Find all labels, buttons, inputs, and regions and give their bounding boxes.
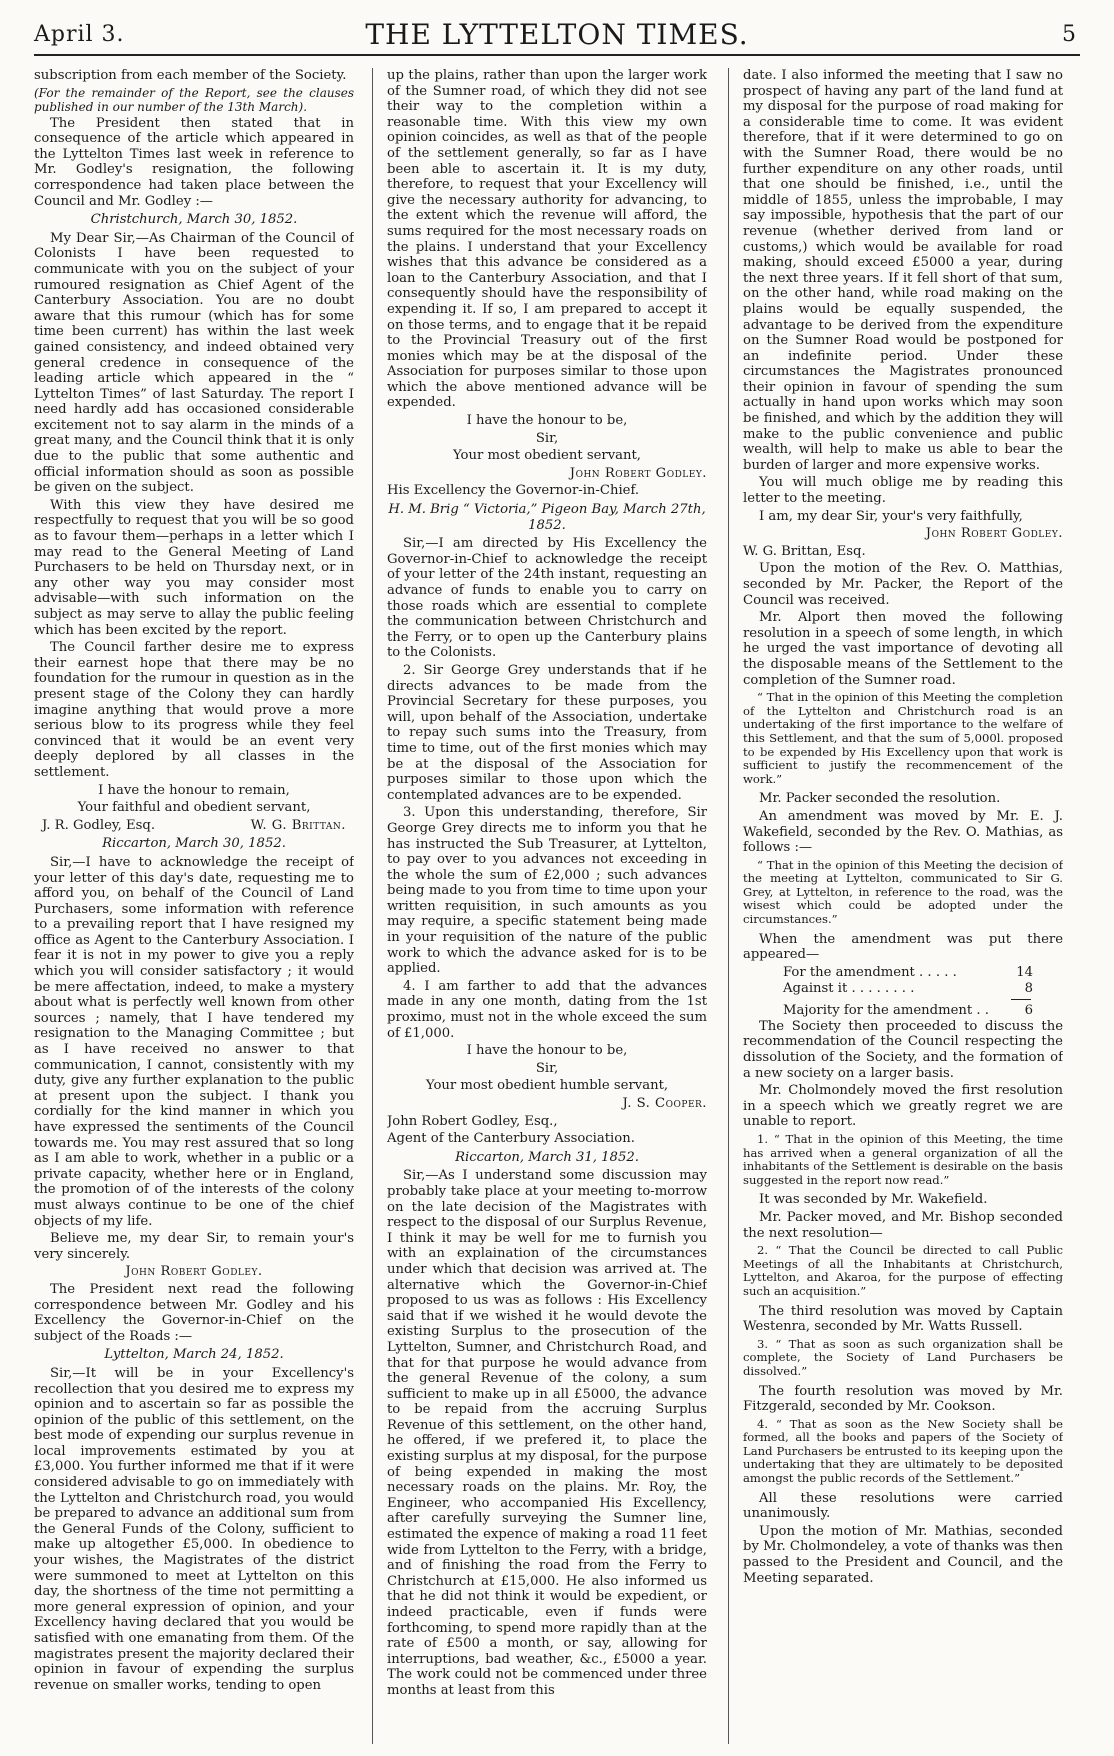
addressee: J. R. Godley, Esq. bbox=[42, 817, 156, 833]
letter-dateline: H. M. Brig “ Victoria,” Pigeon Bay, March 27th, 1852. bbox=[388, 502, 706, 533]
paragraph: It was seconded by Mr. Wakefield. bbox=[759, 1192, 988, 1208]
resolution-quote: 4. “ That as soon as the New Society shall be formed, all the books and papers of the Society of Land Purchasers be entrusted to its keeping upon the undertaking that they are ultimately to be deposited amongst the public records of the Settlement.” bbox=[743, 1416, 1063, 1486]
paragraph: The President next read the following correspondence between Mr. Godley and his Excellency the Governor-in-Chief on the subject of the Roads :— bbox=[34, 1281, 354, 1344]
paragraph: Mr. Packer moved, and Mr. Bishop seconded the next resolution— bbox=[743, 1209, 1063, 1241]
page-number: 5 bbox=[1062, 22, 1076, 47]
vote-value: 8 bbox=[1024, 980, 1033, 996]
letter-body: Sir,—I have to acknowledge the receipt of your letter of this day's date, requesting me to afford you, on behalf of the Council of Land Purchasers, some information with reference to a prevailing report that I have resigned my office as Agent to the Canterbury Association. I fear it is not in my power to give you a reply which you will consider satisfactory ; it would be mere affectation, indeed, to make a mystery about what is perfectly well known from other sources ; namely, that I have tendered my resignation to the Managing Committee ; but as I have received no answer to that communication, I cannot, consistently with my duty, give any further explanation to the public at present upon the subject. I thank you cordially for the kind manner in which you have expressed the sentiments of the Council towards me. You may rest assured that so long as I am able to work, whether in a public or a private capacity, whether here or in England, the promotion of of the interests of the colony must always continue to be one of the chief objects of my life. bbox=[34, 854, 354, 1229]
vote-row-for bbox=[783, 965, 1033, 981]
letter-body: You will much oblige me by reading this letter to the meeting. bbox=[743, 475, 1063, 507]
letter-closing: Your most obedient servant, bbox=[453, 448, 641, 464]
vote-row-majority bbox=[783, 1003, 1033, 1019]
vote-tally bbox=[743, 965, 1063, 1019]
signature: John Robert Godley. bbox=[125, 1264, 263, 1280]
letter-body: Sir,—It will be in your Excellency's recollection that you desired me to express my opinion and to ascertain so far as possible the opinion of the public of this settlement, on the best mode of expending our surplus revenue in local improvements estimated by you at £3,000. You further informed me that if it were considered advisable to go on immediately with the Lyttelton and Christchurch road, you would be prepared to advance an additional sum from the General Funds of the Colony, sufficient to make up altogether £5,000. In obedience to your wishes, the Magistrates of the district were summoned to meet at Lyttelton on this day, the shortness of the time not permitting a more general expression of opinion, and your Excellency having declared that you would be satisfied with one emanating from them. Of the magistrates present the majority declared their opinion in favour of expending the surplus revenue on smaller works, tending to open bbox=[34, 1365, 354, 1693]
signature: J. S. Cooper. bbox=[622, 1096, 707, 1111]
letter-body: 4. I am farther to add that the advances made in any one month, dating from the 1st proximo, must not in the whole exceed the sum of £1,000. bbox=[387, 978, 707, 1041]
paragraph: The Society then proceeded to discuss the recommendation of the Council respecting the dissolution of the Society, and the formation of a new society on a larger basis. bbox=[743, 1018, 1063, 1081]
paragraph: The fourth resolution was moved by Mr. Fitzgerald, seconded by Mr. Cookson. bbox=[743, 1383, 1063, 1415]
vote-value: 14 bbox=[1016, 964, 1033, 980]
letter-closing: I have the honour to be, bbox=[466, 1043, 628, 1059]
resolution-quote: 2. “ That the Council be directed to call Public Meetings of all the Inhabitants at Christchurch, Lyttelton, and Akaroa, for the purpose of effecting such an acquisition.” bbox=[743, 1243, 1063, 1298]
signature: John Robert Godley. bbox=[569, 465, 707, 481]
letter-closing: I have the honour to be, bbox=[466, 413, 628, 429]
paragraph: The President then stated that in consequence of the article which appeared in the Lyttelton Times last week in reference to Mr. Godley's resignation, the following correspondence had taken place between the Council and Mr. Godley :— bbox=[34, 115, 354, 209]
paragraph: Mr. Packer seconded the resolution. bbox=[759, 791, 1001, 807]
column-2 bbox=[387, 68, 707, 1746]
signature-row bbox=[34, 818, 354, 834]
letter-body: Sir,—I am directed by His Excellency the Governor-in-Chief to acknowledge the receipt of your letter of the 24th instant, requesting an advance of funds to enable you to carry on those roads which are essential to complete the communication between Christchurch and the Ferry, or to open up the Canterbury plains to the Colonists. bbox=[387, 536, 707, 661]
amendment-quote: “ That in the opinion of this Meeting the decision of the meeting at Lyttelton, communicated to Sir G. Grey, at Lyttelton, in reference to the road, was the wisest which could be adopted under the circumstances.” bbox=[743, 857, 1063, 927]
addressee: Agent of the Canterbury Association. bbox=[387, 1131, 635, 1147]
letter-body: 2. Sir George Grey understands that if he directs advances to be made from the Provincial Secretary for these purposes, you will, upon behalf of the Association, undertake to repay such sums into the Treasury, from time to time, out of the first monies which may be at the disposal of the Association for purposes similar to those upon which the contemplated advances are to be expended. bbox=[387, 662, 707, 803]
letter-body: Believe me, my dear Sir, to remain your's very sincerely. bbox=[34, 1231, 354, 1262]
paragraph: Mr. Cholmondely moved the first resolution in a speech which we greatly regret we are unable to report. bbox=[743, 1083, 1063, 1130]
letter-closing: I am, my dear Sir, your's very faithfully, bbox=[759, 508, 1023, 524]
vote-label: For the amendment . . . . . bbox=[783, 964, 957, 980]
editorial-note: (For the remainder of the Report, see the clauses published in our number of the 13th March). bbox=[34, 85, 354, 114]
letter-body: The Council farther desire me to express their earnest hope that there may be no foundation for the rumour in question as in the present stage of the Colony they can hardly imagine anything that would prove a more serious blow to its progress while they feel convinced that it would be an event very deeply deplored by all classes in the settlement. bbox=[34, 640, 354, 780]
masthead bbox=[34, 18, 1080, 56]
vote-label: Majority for the amendment . . bbox=[783, 1002, 989, 1018]
addressee: John Robert Godley, Esq., bbox=[387, 1113, 558, 1129]
letter-body: Sir,—As I understand some discussion may probably take place at your meeting to-morrow on the late decision of the Magistrates with respect to the disposal of our Surplus Revenue, I think it may be well for me to furnish you with an explaination of the circumstances under which that decision was arrived at. The alternative which the Governor-in-Chief proposed to us was as follows : His Excellency said that if we wished it he would devote the existing Surplus to the prosecution of the Lyttelton, Sumner, and Christchurch Road, and that for that purpose he would advance from the general Revenue of the colony, a sum sufficient to make up in all £5000, the advance to be repaid from the accruing Surplus Revenue of this settlement, on the other hand, he offered, if we prefered it, to place the existing surplus at my disposal, for the purpose of being expended in making the most necessary roads on the plains. Mr. Roy, the Engineer, who accompanied His Excellency, after carefully surveying the Sumner line, estimated the expence of making a road 11 feet wide from Lyttelton to the Ferry, with a bridge, and of finishing the road from the Ferry to Christchurch at £15,000. He also informed us that he did not think it would be expedient, or indeed practicable, even if funds were forthcoming, to spend more rapidly than at the rate of £500 a month, or say, allowing for interruptions, bad weather, &c., £5000 a year. The work could not be commenced under three months at least from this bbox=[387, 1168, 707, 1698]
newspaper-title: THE LYTTELTON TIMES. bbox=[365, 18, 749, 51]
issue-date: April 3. bbox=[34, 22, 125, 47]
paragraph: subscription from each member of the Society. bbox=[34, 68, 347, 83]
column-rule bbox=[372, 68, 373, 1744]
letter-closing: I have the honour to remain, bbox=[98, 782, 290, 798]
letter-closing: Sir, bbox=[535, 430, 559, 446]
paragraph: All these resolutions were carried unanimously. bbox=[743, 1490, 1063, 1522]
addressee: W. G. Brittan, Esq. bbox=[743, 543, 866, 559]
letter-dateline: Riccarton, March 31, 1852. bbox=[455, 1149, 639, 1165]
resolution-quote: 1. “ That in the opinion of this Meeting, the time has arrived when a general organization of all the inhabitants of the Settlement is desirable on the basis suggested in the report now read.” bbox=[743, 1132, 1063, 1187]
resolution-quote: “ That in the opinion of this Meeting the completion of the Lyttelton and Christchurch road is an undertaking of the first importance to the welfare of this Settlement, and that the sum of 5,000l. proposed to be expended by His Excellency upon that work is sufficient to justify the recommencement of the work.” bbox=[743, 690, 1063, 786]
signature: W. G. Brittan. bbox=[250, 817, 346, 833]
column-1 bbox=[34, 68, 354, 1746]
paragraph: Mr. Alport then moved the following resolution in a speech of some length, in which he urged the vast importance of devoting all the disposable means of the Settlement to the completion of the Sumner road. bbox=[743, 610, 1063, 688]
letter-closing: Your faithful and obedient servant, bbox=[77, 800, 311, 816]
paragraph: Upon the motion of the Rev. O. Matthias, seconded by Mr. Packer, the Report of the Council was received. bbox=[743, 561, 1063, 608]
paragraph: Upon the motion of Mr. Mathias, seconded by Mr. Cholmondeley, a vote of thanks was then passed to the President and Council, and the Meeting separated. bbox=[743, 1523, 1063, 1586]
paragraph: When the amendment was put there appeared— bbox=[743, 931, 1063, 963]
letter-body: 3. Upon this understanding, therefore, Sir George Grey directs me to inform you that he has instructed the Sub Treasurer, at Lyttelton, to pay over to you advances not exceeding in the whole the sum of £2,000 ; such advances being made to you from time to time upon your written requisition, in such amounts as you may require, a specific statement being made in your requisition of the nature of the public work to which the advance asked for is to be applied. bbox=[387, 805, 707, 977]
letter-body: up the plains, rather than upon the larger work of the Sumner road, of which they did not see their way to the completion within a reasonable time. With this view my own opinion coincides, as well as that of the people of the settlement generally, so far as I have been able to ascertain it. It is my duty, therefore, to request that your Excellency will give the necessary authority for advancing, to the extent which the revenue will afford, the sums required for the most necessary roads on the plains. I understand that your Excellency wishes that this advance be considered as a loan to the Canterbury Association, and that I consequently should have the responsibility of expending it. If so, I am prepared to accept it on those terms, and to engage that it be repaid to the Provincial Treasury out of the first monies which may be at the disposal of the Association for purposes similar to those upon which the above mentioned advance will be expended. bbox=[387, 68, 707, 411]
column-rule bbox=[728, 68, 729, 1744]
letter-dateline: Christchurch, March 30, 1852. bbox=[90, 212, 298, 228]
addressee: His Excellency the Governor-in-Chief. bbox=[387, 483, 640, 499]
paragraph: An amendment was moved by Mr. E. J. Wakefield, seconded by the Rev. O. Mathias, as follows :— bbox=[743, 808, 1063, 856]
signature: John Robert Godley. bbox=[925, 526, 1063, 542]
column-3 bbox=[743, 68, 1063, 1746]
vote-value: 6 bbox=[1024, 1002, 1033, 1018]
paragraph: The third resolution was moved by Captain Westenra, seconded by Mr. Watts Russell. bbox=[743, 1303, 1063, 1335]
vote-row-against bbox=[783, 981, 1033, 997]
letter-closing: Sir, bbox=[535, 1060, 559, 1076]
letter-body: My Dear Sir,—As Chairman of the Council of Colonists I have been requested to communicate with you on the subject of your rumoured resignation as Chief Agent of the Canterbury Association. You are no doubt aware that this rumour (which has for some time been current) has within the last week gained consistency, and indeed obtained very general credence in consequence of the leading article which appeared in the “ Lyttelton Times” of last Saturday. The report I need hardly add has occasioned considerable excitement not to say alarm in the minds of a great many, and the Council think that it is only due to the public that some authentic and official information should as soon as possible be given on the subject. bbox=[34, 230, 354, 496]
vote-label: Against it . . . . . . . . bbox=[783, 980, 915, 996]
letter-body: With this view they have desired me respectfully to request that you will be so good as to favour them—perhaps in a letter which I may read to the General Meeting of Land Purchasers to be held on Thursday next, or in any other way you may consider most advisable—with such information on the subject as may serve to allay the public feeling which has been excited by the report. bbox=[34, 497, 354, 638]
letter-dateline: Riccarton, March 30, 1852. bbox=[102, 836, 286, 852]
letter-dateline: Lyttelton, March 24, 1852. bbox=[104, 1347, 284, 1363]
letter-closing: Your most obedient humble servant, bbox=[425, 1078, 669, 1094]
letter-body: date. I also informed the meeting that I saw no prospect of having any part of the land fund at my disposal for the purpose of road making for a considerable time to come. It was evident therefore, that if it were determined to go on with the Sumner Road, there would be no further expenditure on any other roads, until that one should be finished, i.e., until the middle of 1855, unless the improbable, I may say impossible, hypothesis that the part of our revenue (whether derived from land or customs,) which would be available for road making, should exceed £5000 a year, during the next three years. If it fell short of that sum, on the other hand, while road making on the plains would be equally suspended, the advantage to be derived from the expenditure on the Sumner Road would be postponed for an indefinite period. Under these circumstances the Magistrates pronounced their opinion in favour of spending the sum actually in hand upon works which may soon be finished, and which by the addition they will make to the public convenience and public wealth, will help to make us able to bear the burden of larger and more expensive works. bbox=[743, 68, 1063, 473]
resolution-quote: 3. “ That as soon as such organization shall be complete, the Society of Land Purchasers be dissolved.” bbox=[743, 1336, 1063, 1378]
